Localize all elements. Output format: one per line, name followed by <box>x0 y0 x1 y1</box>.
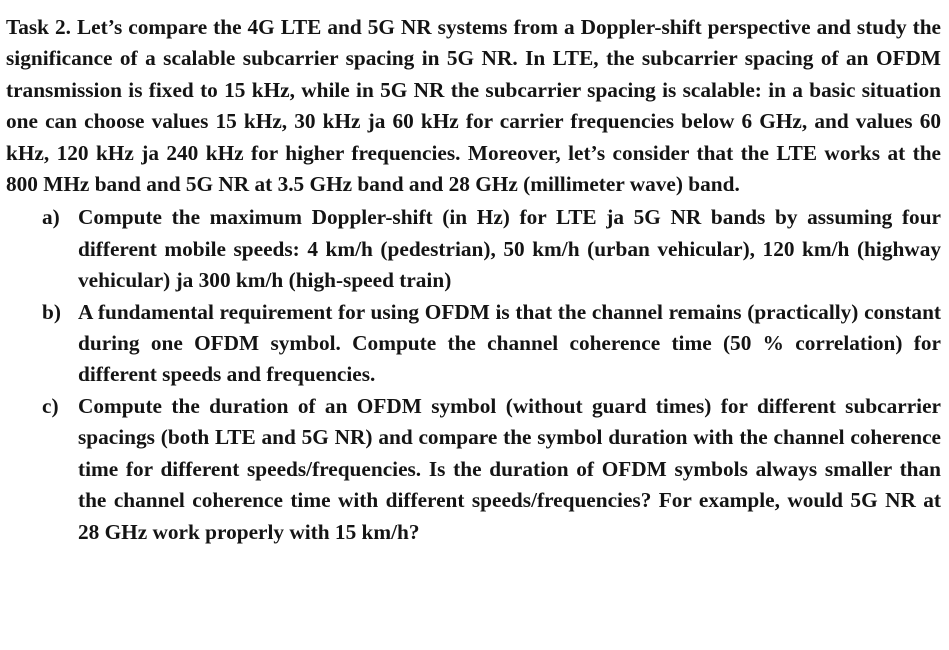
task-document <box>6 12 941 548</box>
subtask-c-text: Compute the duration of an OFDM symbol (without guard times) for different subcarrier spacings (both LTE and 5G NR) and compare the symbol duration with the channel coherence time for different speeds/frequencies. Is the duration of OFDM symbols always smaller than the channel coherence time with different speeds/frequencies? For example, would 5G NR at 28 GHz work properly with 15 km/h? <box>78 393 941 544</box>
subtask-a-marker: a) <box>42 205 60 230</box>
subtask-list <box>6 202 941 547</box>
subtask-b <box>6 297 941 391</box>
subtask-c-marker: c) <box>42 393 59 418</box>
subtask-c <box>6 391 941 548</box>
task-intro-paragraph: Task 2. Let’s compare the 4G LTE and 5G NR systems from a Doppler-shift perspective and study the significance of a scalable subcarrier spacing in 5G NR. In LTE, the subcarrier spacing of an OFDM transmission is fixed to 15 kHz, while in 5G NR the subcarrier spacing is scalable: in a basic situation one can choose values 15 kHz, 30 kHz ja 60 kHz for carrier frequencies below 6 GHz, and values 60 kHz, 120 kHz ja 240 kHz for higher frequencies. Moreover, let’s consider that the LTE works at the 800 MHz band and 5G NR at 3.5 GHz band and 28 GHz (millimeter wave) band. <box>6 15 941 197</box>
subtask-a-text: Compute the maximum Doppler-shift (in Hz) for LTE ja 5G NR bands by assuming four different mobile speeds: 4 km/h (pedestrian), 50 km/h (urban vehicular), 120 km/h (highway vehicular) ja 300 km/h (high-speed train) <box>78 205 941 293</box>
subtask-b-marker: b) <box>42 299 61 324</box>
subtask-a <box>6 202 941 296</box>
subtask-b-text: A fundamental requirement for using OFDM is that the channel remains (practically) constant during one OFDM symbol. Compute the channel coherence time (50 % correlation) for different speeds and frequencies. <box>78 299 941 387</box>
